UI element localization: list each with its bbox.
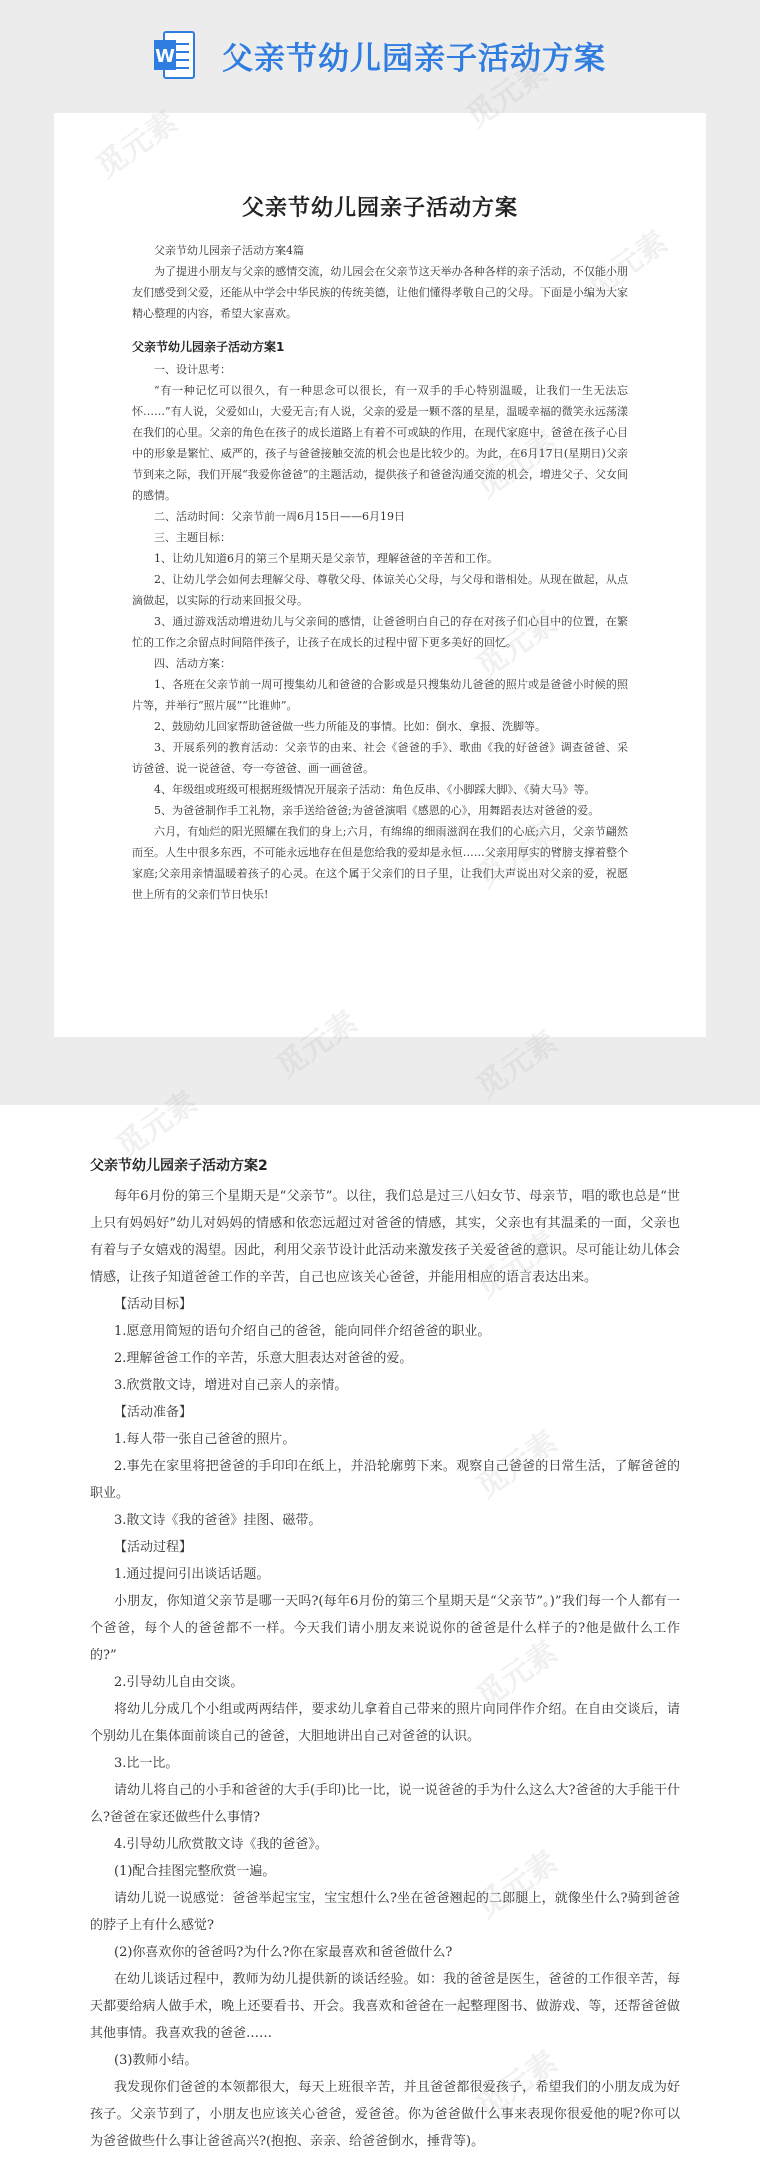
- paragraph: 请幼儿将自己的小手和爸爸的大手(手印)比一比，说一说爸爸的手为什么这么大?爸爸的大手能干什么?爸爸在家还做些什么事情?: [90, 1783, 680, 1825]
- paragraph: 1、各班在父亲节前一周可搜集幼儿和爸爸的合影或是只搜集幼儿爸爸的照片或是爸爸小时候的照片等，并举行“照片展”“比谁帅”。: [132, 678, 628, 712]
- paragraph: 1、让幼儿知道6月的第三个星期天是父亲节，理解爸爸的辛苦和工作。: [154, 552, 498, 565]
- paragraph: 小朋友，你知道父亲节是哪一天吗?(每年6月份的第三个星期天是“父亲节”。)”我们每一个人都有一个爸爸，每个人的爸爸都不一样。今天我们请小朋友来说说你的爸爸是什么样子的?他是做什么工作的?”: [90, 1594, 680, 1663]
- subsection-label: 【活动过程】: [114, 1540, 193, 1555]
- paragraph: “有一种记忆可以很久，有一种思念可以很长，有一双手的手心特别温暖，让我们一生无法忘怀……”有人说，父爱如山，大爱无言;有人说，父亲的爱是一颗不落的星星，温暖幸福的微笑永远荡漾在我们的心里。父亲的角色在孩子的成长道路上有着不可或缺的作用，在现代家庭中，爸爸在孩子心目中的形象是繁忙、威严的，孩子与爸爸接触交流的机会也是比较少的。为此，在6月17日(星期日)父亲节到来之际，我们开展“我爱你爸爸”的主题活动，提供孩子和爸爸沟通交流的机会，增进父子、父女间的感情。: [132, 384, 628, 502]
- paragraph: 1.愿意用简短的语句介绍自己的爸爸，能向同伴介绍爸爸的职业。: [114, 1324, 491, 1339]
- paragraph: 每年6月份的第三个星期天是“父亲节”。以往，我们总是过三八妇女节、母亲节，唱的歌也总是“世上只有妈妈好”幼儿对妈妈的情感和依恋远超过对爸爸的情感，其实，父亲也有其温柔的一面，父亲也有着与子女嬉戏的渴望。因此，利用父亲节设计此活动来激发孩子关爱爸爸的意识。尽可能让幼儿体会情感，让孩子知道爸爸工作的辛苦，自己也应该关心爸爸，并能用相应的语言表达出来。: [90, 1189, 680, 1285]
- document-page-1: [54, 113, 706, 1037]
- paragraph: 在幼儿谈话过程中，教师为幼儿提供新的谈话经验。如：我的爸爸是医生，爸爸的工作很辛苦，每天都要给病人做手术，晚上还要看书、开会。我喜欢和爸爸在一起整理图书、做游戏、等，还帮爸爸做其他事情。我喜欢我的爸爸……: [90, 1972, 680, 2041]
- watermark: 觅元素: [470, 2044, 564, 2126]
- paragraph: 二、活动时间：父亲节前一周6月15日——6月19日: [154, 510, 405, 523]
- paragraph: 2、鼓励幼儿回家帮助爸爸做一些力所能及的事情。比如：倒水、拿报、洗脚等。: [154, 720, 546, 733]
- paragraph: (2)你喜欢你的爸爸吗?为什么?你在家最喜欢和爸爸做什么?: [114, 1945, 453, 1960]
- paragraph: 1.每人带一张自己爸爸的照片。: [114, 1432, 296, 1447]
- paragraph: 2.理解爸爸工作的辛苦，乐意大胆表达对爸爸的爱。: [114, 1351, 413, 1366]
- document-title: 父亲节幼儿园亲子活动方案: [241, 196, 518, 221]
- paragraph: 2、让幼儿学会如何去理解父母、尊敬父母、体谅关心父母，与父母和谐相处。从现在做起，从点滴做起，以实际的行动来回报父母。: [132, 573, 628, 607]
- section-heading-2: 父亲节幼儿园亲子活动方案2: [90, 1158, 268, 1174]
- paragraph: 三、主题目标：: [154, 531, 231, 544]
- header-title: 父亲节幼儿园亲子活动方案: [222, 40, 606, 77]
- paragraph: (1)配合挂图完整欣赏一遍。: [114, 1864, 276, 1879]
- paragraph: 父亲节幼儿园亲子活动方案4篇: [154, 244, 304, 257]
- subsection-label: 【活动目标】: [114, 1297, 193, 1312]
- paragraph: 3.散文诗《我的爸爸》挂图、磁带。: [114, 1513, 322, 1528]
- document-page-2: [90, 1155, 680, 2155]
- header-banner: [0, 0, 760, 110]
- page1-body: [132, 240, 628, 905]
- paragraph: 3、开展系列的教育活动：父亲节的由来、社会《爸爸的手》、歌曲《我的好爸爸》调查爸爸、采访爸爸、说一说爸爸、夸一夸爸爸、画一画爸爸。: [132, 741, 628, 775]
- paragraph: 2.引导幼儿自由交谈。: [114, 1675, 244, 1690]
- paragraph: 六月，有灿烂的阳光照耀在我们的身上;六月，有绵绵的细雨滋润在我们的心底;六月，父亲节翩然而至。人生中很多东西，不可能永远地存在但是您给我的爱却是永恒……父亲用厚实的臂膀支撑着整个家庭;父亲用亲情温暖着孩子的心灵。在这个属于父亲们的日子里，让我们大声说出对父亲的爱，祝愿世上所有的父亲们节日快乐!: [132, 825, 628, 901]
- section-heading-1: 父亲节幼儿园亲子活动方案1: [132, 340, 285, 354]
- paragraph: (3)教师小结。: [114, 2053, 198, 2068]
- paragraph: 一、设计思考：: [154, 363, 231, 376]
- paragraph: 3、通过游戏活动增进幼儿与父亲间的感情，让爸爸明白自己的存在对孩子们心目中的位置，在繁忙的工作之余留点时间陪伴孩子，让孩子在成长的过程中留下更多美好的回忆。: [132, 615, 628, 649]
- paragraph: 请幼儿说一说感觉：爸爸举起宝宝，宝宝想什么?坐在爸爸翘起的二郎腿上，就像坐什么?骑到爸爸的脖子上有什么感觉?: [90, 1891, 680, 1933]
- paragraph: 四、活动方案：: [154, 657, 231, 670]
- paragraph: 将幼儿分成几个小组或两两结伴，要求幼儿拿着自己带来的照片向同伴作介绍。在自由交谈后，请个别幼儿在集体面前谈自己的爸爸，大胆地讲出自己对爸爸的认识。: [90, 1702, 680, 1744]
- word-icon-letter: W: [155, 46, 175, 67]
- watermark: 觅元素: [110, 1084, 204, 1166]
- paragraph: 3.欣赏散文诗，增进对自己亲人的亲情。: [114, 1378, 348, 1393]
- paragraph: 5、为爸爸制作手工礼物，亲手送给爸爸;为爸爸演唱《感恩的心》，用舞蹈表达对爸爸的爱。: [154, 804, 600, 817]
- paragraph: 1.通过提问引出谈话话题。: [114, 1567, 270, 1582]
- paragraph: 3.比一比。: [114, 1756, 179, 1771]
- watermark: 觅元素: [470, 1424, 564, 1506]
- word-document-icon: [154, 30, 196, 80]
- paragraph: 4、年级组或班级可根据班级情况开展亲子活动：角色反串、《小脚踩大脚》、《骑大马》等。: [154, 783, 596, 796]
- watermark: 觅元素: [470, 1634, 564, 1716]
- watermark: 觅元素: [470, 1224, 564, 1306]
- paragraph: 4.引导幼儿欣赏散文诗《我的爸爸》。: [114, 1837, 328, 1852]
- paragraph: 为了提进小朋友与父亲的感情交流，幼儿园会在父亲节这天举办各种各样的亲子活动，不仅能小朋友们感受到父爱，还能从中学会中华民族的传统美德，让他们懂得孝敬自己的父母。下面是小编为大家精心整理的内容，希望大家喜欢。: [132, 265, 628, 320]
- watermark: 觅元素: [470, 1844, 564, 1926]
- page2-body: [90, 1183, 680, 2155]
- paragraph: 我发现你们爸爸的本领都很大，每天上班很辛苦，并且爸爸都很爱孩子，希望我们的小朋友成为好孩子。父亲节到了，小朋友也应该关心爸爸，爱爸爸。你为爸爸做什么事来表现你很爱他的呢?你可以为爸爸做些什么事让爸爸高兴?(抱抱、亲亲、给爸爸倒水，捶背等)。: [90, 2080, 680, 2149]
- paragraph: 2.事先在家里将把爸爸的手印印在纸上，并沿轮廓剪下来。观察自己爸爸的日常生活，了解爸爸的职业。: [90, 1459, 680, 1501]
- subsection-label: 【活动准备】: [114, 1405, 193, 1420]
